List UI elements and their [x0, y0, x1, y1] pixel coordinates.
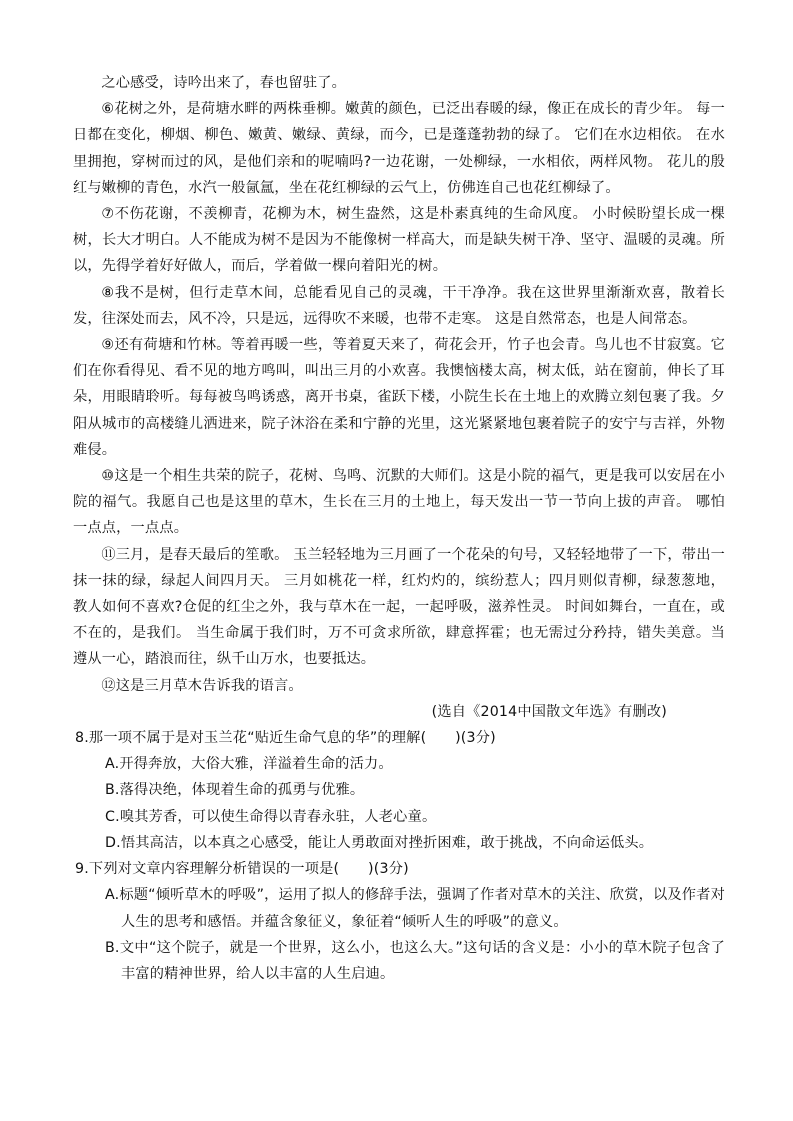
- question-8-option-c: C.嗅其芳香，可以使生命得以青春永驻，人老心童。: [105, 808, 437, 825]
- question-9-option-b: B.文中“这个院子，就是一个世界，这么小，也这么大。”这句话的含义是：小小的草木院子包含了丰富的精神世界，给人以丰富的人生启迪。: [105, 939, 725, 982]
- question-9-stem: 9.下列对文章内容理解分析错误的一项是( )(3分): [75, 861, 409, 878]
- question-8-option-b: B.落得决绝，体现着生命的孤勇与优雅。: [105, 782, 365, 799]
- paragraph-6: ⑥花树之外，是荷塘水畔的两株垂柳。嫩黄的颜色，已泛出春暖的绿，像正在成长的青少年。 每一日都在变化，柳烟、柳色、嫩黄、嫩绿、黄绿，而今，已是蓬蓬勃勃的绿了。 它们在水边相依。 在水里拥抱，穿树而过的风，是他们亲和的呢喃吗?一边花谢，一处柳绿，一水相依，两样风物。 花儿的殷红与嫩柳的青色，水汽一般氤氲，坐在花红柳绿的云气上，仿佛连自己也花红柳绿了。: [73, 101, 725, 196]
- paragraph-8: ⑧我不是树，但行走草木间，总能看见自己的灵魂，干干净净。我在这世界里渐渐欢喜，散着长发，往深处而去，风不冷，只是远，远得吹不来暖，也带不走寒。 这是自然常态，也是人间常态。: [73, 284, 725, 327]
- question-8: [73, 725, 725, 856]
- question-9-option-a: A.标题“倾听草木的呼吸”，运用了拟人的修辞手法，强调了作者对草木的关注、欣赏，以及作者对人生的思考和感悟。并蕴含象征义，象征着“倾听人生的呼吸”的意义。: [105, 887, 725, 930]
- paragraph-5-tail: 之心感受，诗吟出来了，春也留驻了。: [101, 75, 346, 91]
- paragraph-9: ⑨还有荷塘和竹林。等着再暖一些，等着夏天来了，荷花会开，竹子也会青。鸟儿也不甘寂寞。它们在你看得见、看不见的地方鸣叫，叫出三月的小欢喜。我懊恼楼太高，树太低，站在窗前，伸长了耳朵，用眼睛聆听。每每被鸟鸣诱惑，离开书桌，雀跃下楼，小院生长在土地上的欢腾立刻包裹了我。夕阳从城市的高楼缝儿洒进来，院子沐浴在柔和宁静的光里，这光紧紧地包裹着院子的安宁与吉祥，外物难侵。: [73, 337, 725, 458]
- question-8-stem: 8.那一项不属于是对玉兰花“贴近生命气息的华”的理解( )(3分): [75, 730, 496, 747]
- paragraph-11: ⑪三月，是春天最后的笙歌。 玉兰轻轻地为三月画了一个花朵的句号，又轻轻地带了一下，带出一抹一抹的绿，绿起人间四月天。 三月如桃花一样，红灼灼的，缤纷惹人；四月则似青柳，绿葱葱地，教人如何不喜欢?仓促的红尘之外，我与草木在一起，一起呼吸，滋养性灵。 时间如舞台，一直在，或不在的，是我们。 当生命属于我们时，万不可贪求所欲，肆意挥霍；也无需过分矜持，错失美意。当遵从一心，踏浪而往，纵千山万水，也要抵达。: [73, 546, 725, 668]
- question-8-option-a: A.开得奔放，大俗大雅，洋溢着生命的活力。: [105, 756, 393, 773]
- paragraph-10: ⑩这是一个相生共荣的院子，花树、鸟鸣、沉默的大师们。这是小院的福气，更是我可以安居在小院的福气。我愿自己也是这里的草木，生长在三月的土地上，每天发出一节一节向上拔的声音。 哪怕一点点，一点点。: [73, 468, 725, 537]
- question-8-option-d: D.悟其高洁，以本真之心感受，能让人勇敢面对挫折困难，敢于挑战，不向命运低头。: [105, 834, 654, 851]
- source-citation: (选自《2014中国散文年选》有删改): [431, 703, 667, 720]
- paragraph-12: ⑫这是三月草木告诉我的语言。: [101, 677, 303, 694]
- question-9: [73, 856, 725, 987]
- paragraph-7: ⑦不伤花谢，不羡柳青，花柳为木，树生盎然，这是朴素真纯的生命风度。 小时候盼望长成一棵树，长大才明白。人不能成为树不是因为不能像树一样高大，而是缺失树干净、坚守、温暖的灵魂。所以，先得学着好好做人，而后，学着做一棵向着阳光的树。: [73, 206, 725, 275]
- document-page: [73, 70, 725, 987]
